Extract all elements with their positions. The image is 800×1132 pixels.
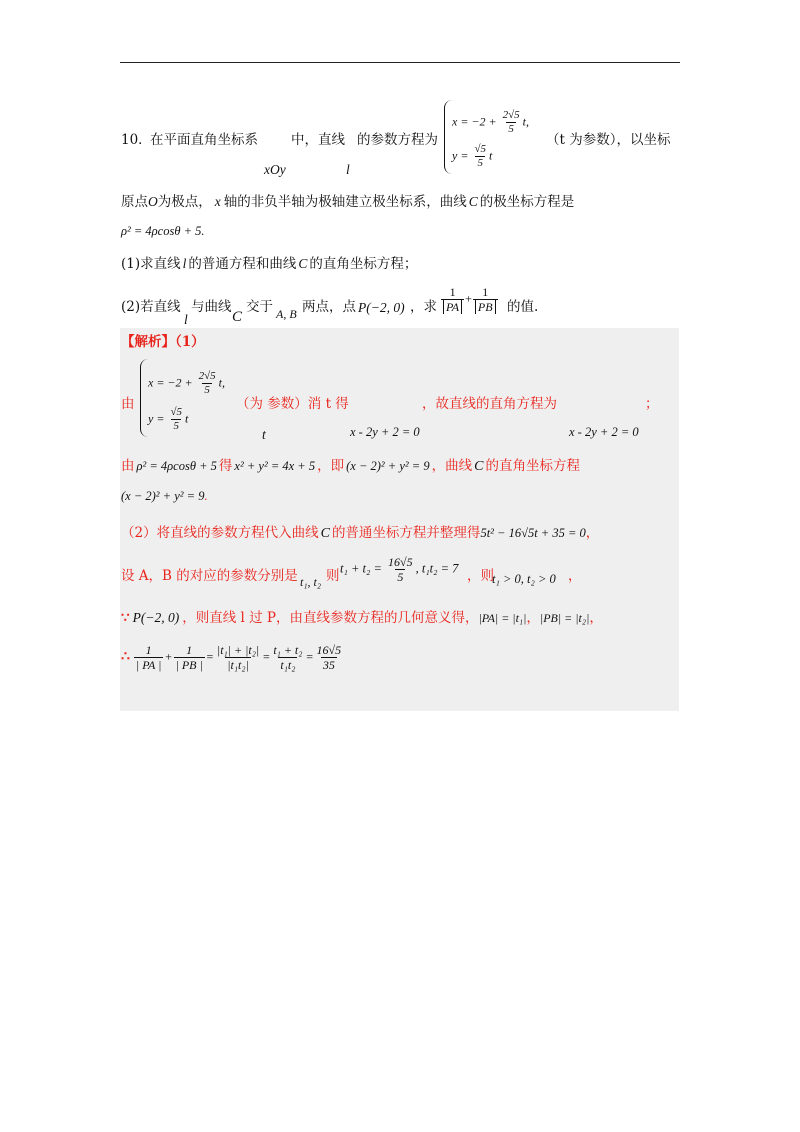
s4-then: 则 [326,568,340,584]
s1-eliminate: （为 参数）消 t 得 [236,396,349,412]
question-2: (2)若直线 [121,299,181,315]
s1-param-x: x = −2 + $\frac{2√5}{5}$ t, [148,370,226,396]
solution-header: 【解析】（1） [121,334,205,350]
s4-positive: t₁ > 0, t₂ > 0 [492,572,556,586]
problem-number: 10． [121,132,152,148]
problem-mid2: 的参数方程为 [357,132,438,148]
s1-from: 由 [121,396,135,412]
question-1: (1)求直线 l 的普通方程和曲线 C 的直角坐标方程； [121,256,418,272]
s2-circle-eq: (x − 2)² + y² = 9. [121,489,208,503]
s1-line-eq: x - 2y + 2 = 0 [350,425,420,439]
param-note: （t 为参数），以坐标 [546,132,671,148]
coord-system: xOy [264,162,286,177]
s1-param-y: y = $\frac{√5}{5}$ t [148,406,189,432]
s1-therefore: ，故直线的直角方程为 [422,396,557,412]
s4-comma: ， [568,568,582,584]
s1-t-var: t [262,427,266,442]
q2-points-AB: A, B [276,307,297,321]
q2-point-P: P(−2, 0) [358,300,405,315]
s1-line-eq-2: x - 2y + 2 = 0 [569,425,639,439]
q2-find: ，求 [410,299,437,315]
s1-semicolon: ； [645,396,659,412]
s5-line: ∵ P(−2, 0) ，则直线 l 过 P，由直线参数方程的几何意义得，|PA| = |t₁|，|PB| = |t₂|， [121,610,603,626]
line-name: l [346,162,350,177]
problem-line2: 原点O为极点， x 轴的非负半轴为极轴建立极坐标系，曲线 C 的极坐标方程是 [121,194,575,210]
q2-point-label: 两点，点 [302,299,356,315]
q2-line-l: l [184,312,188,327]
s4-vieta: t₁ + t₂ = $\frac{16√5}{5}$ , t₁t₂ = 7 [340,555,459,584]
s4-thus: ，则 [467,568,494,584]
q2-with: 与曲线 [191,299,232,315]
polar-equation: ρ² = 4ρcosθ + 5. [121,224,205,238]
s4-label: 设 A，B 的对应的参数分别是 [121,568,298,584]
s6-result: ∴ $\frac{1}{| PA |}$ + $\frac{1}{| PB |}$ = $\frac{\text{|t₁| + |t₂|}}{\text{|t₁t₂|}}$ = $\frac{\text{t₁ + t₂}}{\text{t₁t₂}}$ = $\frac{16√5}{35}$ [121,643,342,672]
q2-value: 的值. [507,299,539,315]
q2-intersect: 交于 [246,299,273,315]
param-y: y = $\frac{√5}{5}$ t [452,143,493,169]
param-x: x = −2 + $\frac{2√5}{5}$ t, [452,109,530,135]
s1-param-system [138,357,238,439]
param-system [442,98,542,176]
s3-line: （2）将直线的参数方程代入曲线 C 的普通坐标方程并整理得5t² − 16√5t + 35 = 0， [121,525,600,541]
q2-curve-C: C [232,309,243,325]
q2-target-expression: $\frac{1}{PA}$ + $\frac{1}{PB}$ [440,286,499,313]
problem-intro: 在平面直角坐标系 [150,132,258,148]
s4-params: t₁, t₂ [300,575,322,589]
header-rule [120,62,680,63]
problem-mid1: 中，直线 [291,132,345,148]
s2-line: 由 ρ² = 4ρcosθ + 5 得 x² + y² = 4x + 5 ，即 (x − 2)² + y² = 9 ，曲线 C 的直角坐标方程 [121,458,580,474]
